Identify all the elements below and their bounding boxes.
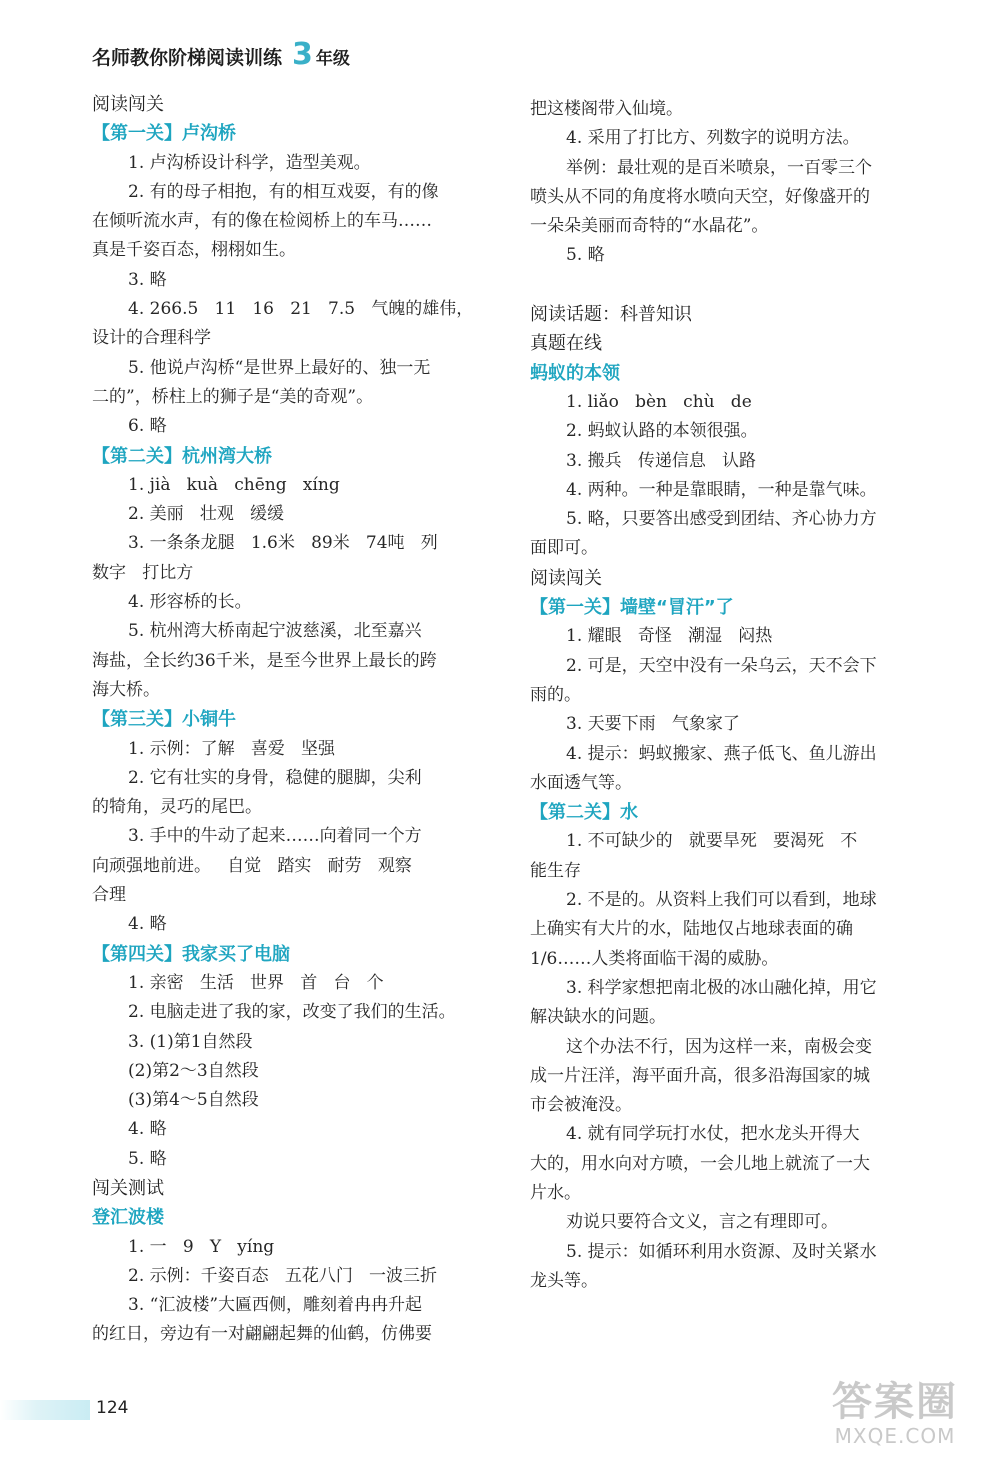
answer-line: 2. 有的母子相抱，有的相互戏耍，有的像 (128, 181, 439, 202)
answer-line: 3. (1)第1自然段 (128, 1031, 253, 1052)
answer-line: 举例：最壮观的是百米喷泉，一百零三个 (566, 157, 872, 178)
answer-line-continued: 的犄角，灵巧的尾巴。 (92, 797, 262, 818)
right-column (530, 95, 928, 1296)
answer-line: 2. 不是的。从资料上我们可以看到，地球 (566, 890, 877, 911)
watermark-logo-text: 答案圈 (832, 1379, 958, 1425)
answer-line: 5. 略 (566, 245, 605, 266)
answer-line-continued: 市会被淹没。 (530, 1095, 632, 1116)
grade-number: 3 (292, 37, 313, 72)
answer-line: 3. 天要下雨 气象家了 (566, 714, 740, 735)
series-title: 名师教你阶梯阅读训练 (92, 47, 283, 69)
section-heading: 阅读闯关 (530, 567, 602, 589)
answer-line: 4. 略 (128, 1119, 167, 1140)
answer-line-continued: 的红日，旁边有一对翩翩起舞的仙鹤，仿佛要 (92, 1324, 432, 1345)
answer-line-continued: 成一片汪洋，海平面升高，很多沿海国家的城 (530, 1065, 870, 1086)
answer-line-continued: 合理 (92, 885, 126, 906)
answer-line: 2. 电脑走进了我的家，改变了我们的生活。 (128, 1002, 456, 1023)
answer-line-continued: 水面透气等。 (530, 772, 632, 793)
answer-line: 1. liǎo bèn chù de (566, 391, 752, 412)
answer-line: 4. 266.5 11 16 21 7.5 气魄的雄伟， (128, 299, 474, 320)
answer-line-continued: 把这楼阁带入仙境。 (530, 99, 683, 119)
answer-line-continued: 能生存 (530, 860, 581, 881)
answer-line-continued: 海盐，全长约36千米，是至今世界上最长的跨 (92, 650, 437, 671)
answer-line: 4. 略 (128, 914, 167, 935)
answer-line: 5. 他说卢沟桥“是世界上最好的、独一无 (128, 357, 431, 378)
answer-line-continued: 一朵朵美丽而奇特的“水晶花”。 (530, 216, 769, 237)
answer-line-continued: 设计的合理科学 (92, 328, 211, 349)
answer-line: 4. 就有同学玩打水仗，把水龙头开得大 (566, 1124, 860, 1145)
level-title: 【第三关】小铜牛 (92, 709, 236, 731)
answer-line: 3. 科学家想把南北极的冰山融化掉，用它 (566, 977, 877, 998)
answer-line: 1. 耀眼 奇怪 潮湿 闷热 (566, 626, 773, 647)
page-header (92, 37, 350, 76)
level-title: 【第一关】卢沟桥 (92, 123, 236, 145)
answer-line: 5. 略，只要答出感受到团结、齐心协力方 (566, 509, 877, 530)
section-heading: 阅读话题：科普知识 (530, 304, 692, 326)
answer-line: 4. 形容桥的长。 (128, 592, 252, 613)
answer-line: 4. 提示：蚂蚁搬家、燕子低飞、鱼儿游出 (566, 743, 877, 764)
answer-line-continued: 海大桥。 (92, 679, 160, 700)
answer-line: 2. 示例：千姿百态 五花八门 一波三折 (128, 1265, 438, 1286)
answer-line-continued: 龙头等。 (530, 1270, 598, 1291)
answer-line: 3. 略 (128, 269, 167, 290)
answer-line: 3. 搬兵 传递信息 认路 (566, 450, 757, 471)
page-number: 124 (96, 1398, 129, 1418)
answer-line: 4. 采用了打比方、列数字的说明方法。 (566, 128, 860, 149)
answer-line: 2. 可是，天空中没有一朵乌云，天不会下 (566, 655, 877, 676)
left-column (92, 90, 490, 1350)
level-title: 【第二关】杭州湾大桥 (92, 445, 272, 467)
answer-line: 1. 一 9 Y yíng (128, 1236, 275, 1257)
answer-line: 2. 蚂蚁认路的本领很强。 (566, 421, 758, 442)
answer-line: 1. 卢沟桥设计科学，造型美观。 (128, 152, 371, 173)
answer-line-continued: 解决缺水的问题。 (530, 1007, 666, 1028)
section-heading: 真题在线 (530, 333, 602, 355)
grade-label: 年级 (315, 49, 350, 69)
section-heading: 闯关测试 (92, 1177, 164, 1199)
level-title: 登汇波楼 (92, 1207, 164, 1229)
answer-line-continued: 二的”，桥柱上的狮子是“美的奇观”。 (92, 386, 374, 407)
answer-line: 劝说只要符合文义，言之有理即可。 (566, 1212, 838, 1233)
answer-line: 1. 示例：了解 喜爱 坚强 (128, 738, 336, 759)
answer-line: (3)第4～5自然段 (128, 1090, 259, 1111)
level-title: 【第二关】水 (530, 802, 638, 824)
answer-line: 2. 它有壮实的身骨，稳健的腿脚，尖利 (128, 767, 422, 788)
level-title: 【第四关】我家买了电脑 (92, 943, 290, 965)
answer-line: 3. “汇波楼”大匾西侧，雕刻着冉冉升起 (128, 1295, 423, 1316)
answer-line: 3. 一条条龙腿 1.6米 89米 74吨 列 (128, 533, 438, 554)
answer-line-continued: 向顽强地前进。 自觉 踏实 耐劳 观察 (92, 855, 412, 876)
spacer (530, 271, 928, 300)
answer-line-continued: 数字 打比方 (92, 562, 194, 583)
answer-line-continued: 大的，用水向对方喷，一会儿地上就流了一大 (530, 1153, 870, 1174)
answer-line-continued: 1/6……人类将面临干渴的威胁。 (530, 948, 779, 969)
answer-line: 6. 略 (128, 416, 167, 437)
level-title: 蚂蚁的本领 (530, 362, 620, 384)
answer-line: 5. 杭州湾大桥南起宁波慈溪，北至嘉兴 (128, 621, 422, 642)
answer-line-continued: 雨的。 (530, 684, 581, 705)
answer-line-continued: 在倾听流水声，有的像在检阅桥上的车马…… (92, 211, 432, 232)
answer-line: 1. 不可缺少的 就要旱死 要渴死 不 (566, 831, 858, 852)
answer-line: (2)第2～3自然段 (128, 1060, 259, 1081)
answer-line: 1. jià kuà chēng xíng (128, 474, 340, 495)
answer-line-continued: 喷头从不同的角度将水喷向天空，好像盛开的 (530, 186, 870, 207)
answer-line-continued: 面即可。 (530, 538, 598, 559)
answer-line-continued: 上确实有大片的水，陆地仅占地球表面的确 (530, 919, 853, 940)
answer-line-continued: 真是千姿百态，栩栩如生。 (92, 240, 296, 261)
level-title: 【第一关】墙壁“冒汗”了 (530, 597, 734, 619)
footer-decoration (0, 1400, 90, 1420)
answer-line: 这个办法不行，因为这样一来，南极会变 (566, 1036, 872, 1057)
answer-line: 4. 两种。一种是靠眼睛，一种是靠气味。 (566, 479, 877, 500)
answer-line: 5. 提示：如循环利用水资源、及时关紧水 (566, 1241, 877, 1262)
answer-line: 2. 美丽 壮观 缓缓 (128, 504, 285, 525)
watermark-url: MXQE.COM (834, 1424, 956, 1448)
answer-line: 5. 略 (128, 1148, 167, 1169)
section-heading: 阅读闯关 (92, 94, 164, 115)
watermark (810, 1380, 980, 1460)
answer-line-continued: 片水。 (530, 1182, 581, 1203)
answer-line: 3. 手中的牛动了起来……向着同一个方 (128, 826, 422, 847)
answer-line: 1. 亲密 生活 世界 首 台 个 (128, 972, 384, 993)
